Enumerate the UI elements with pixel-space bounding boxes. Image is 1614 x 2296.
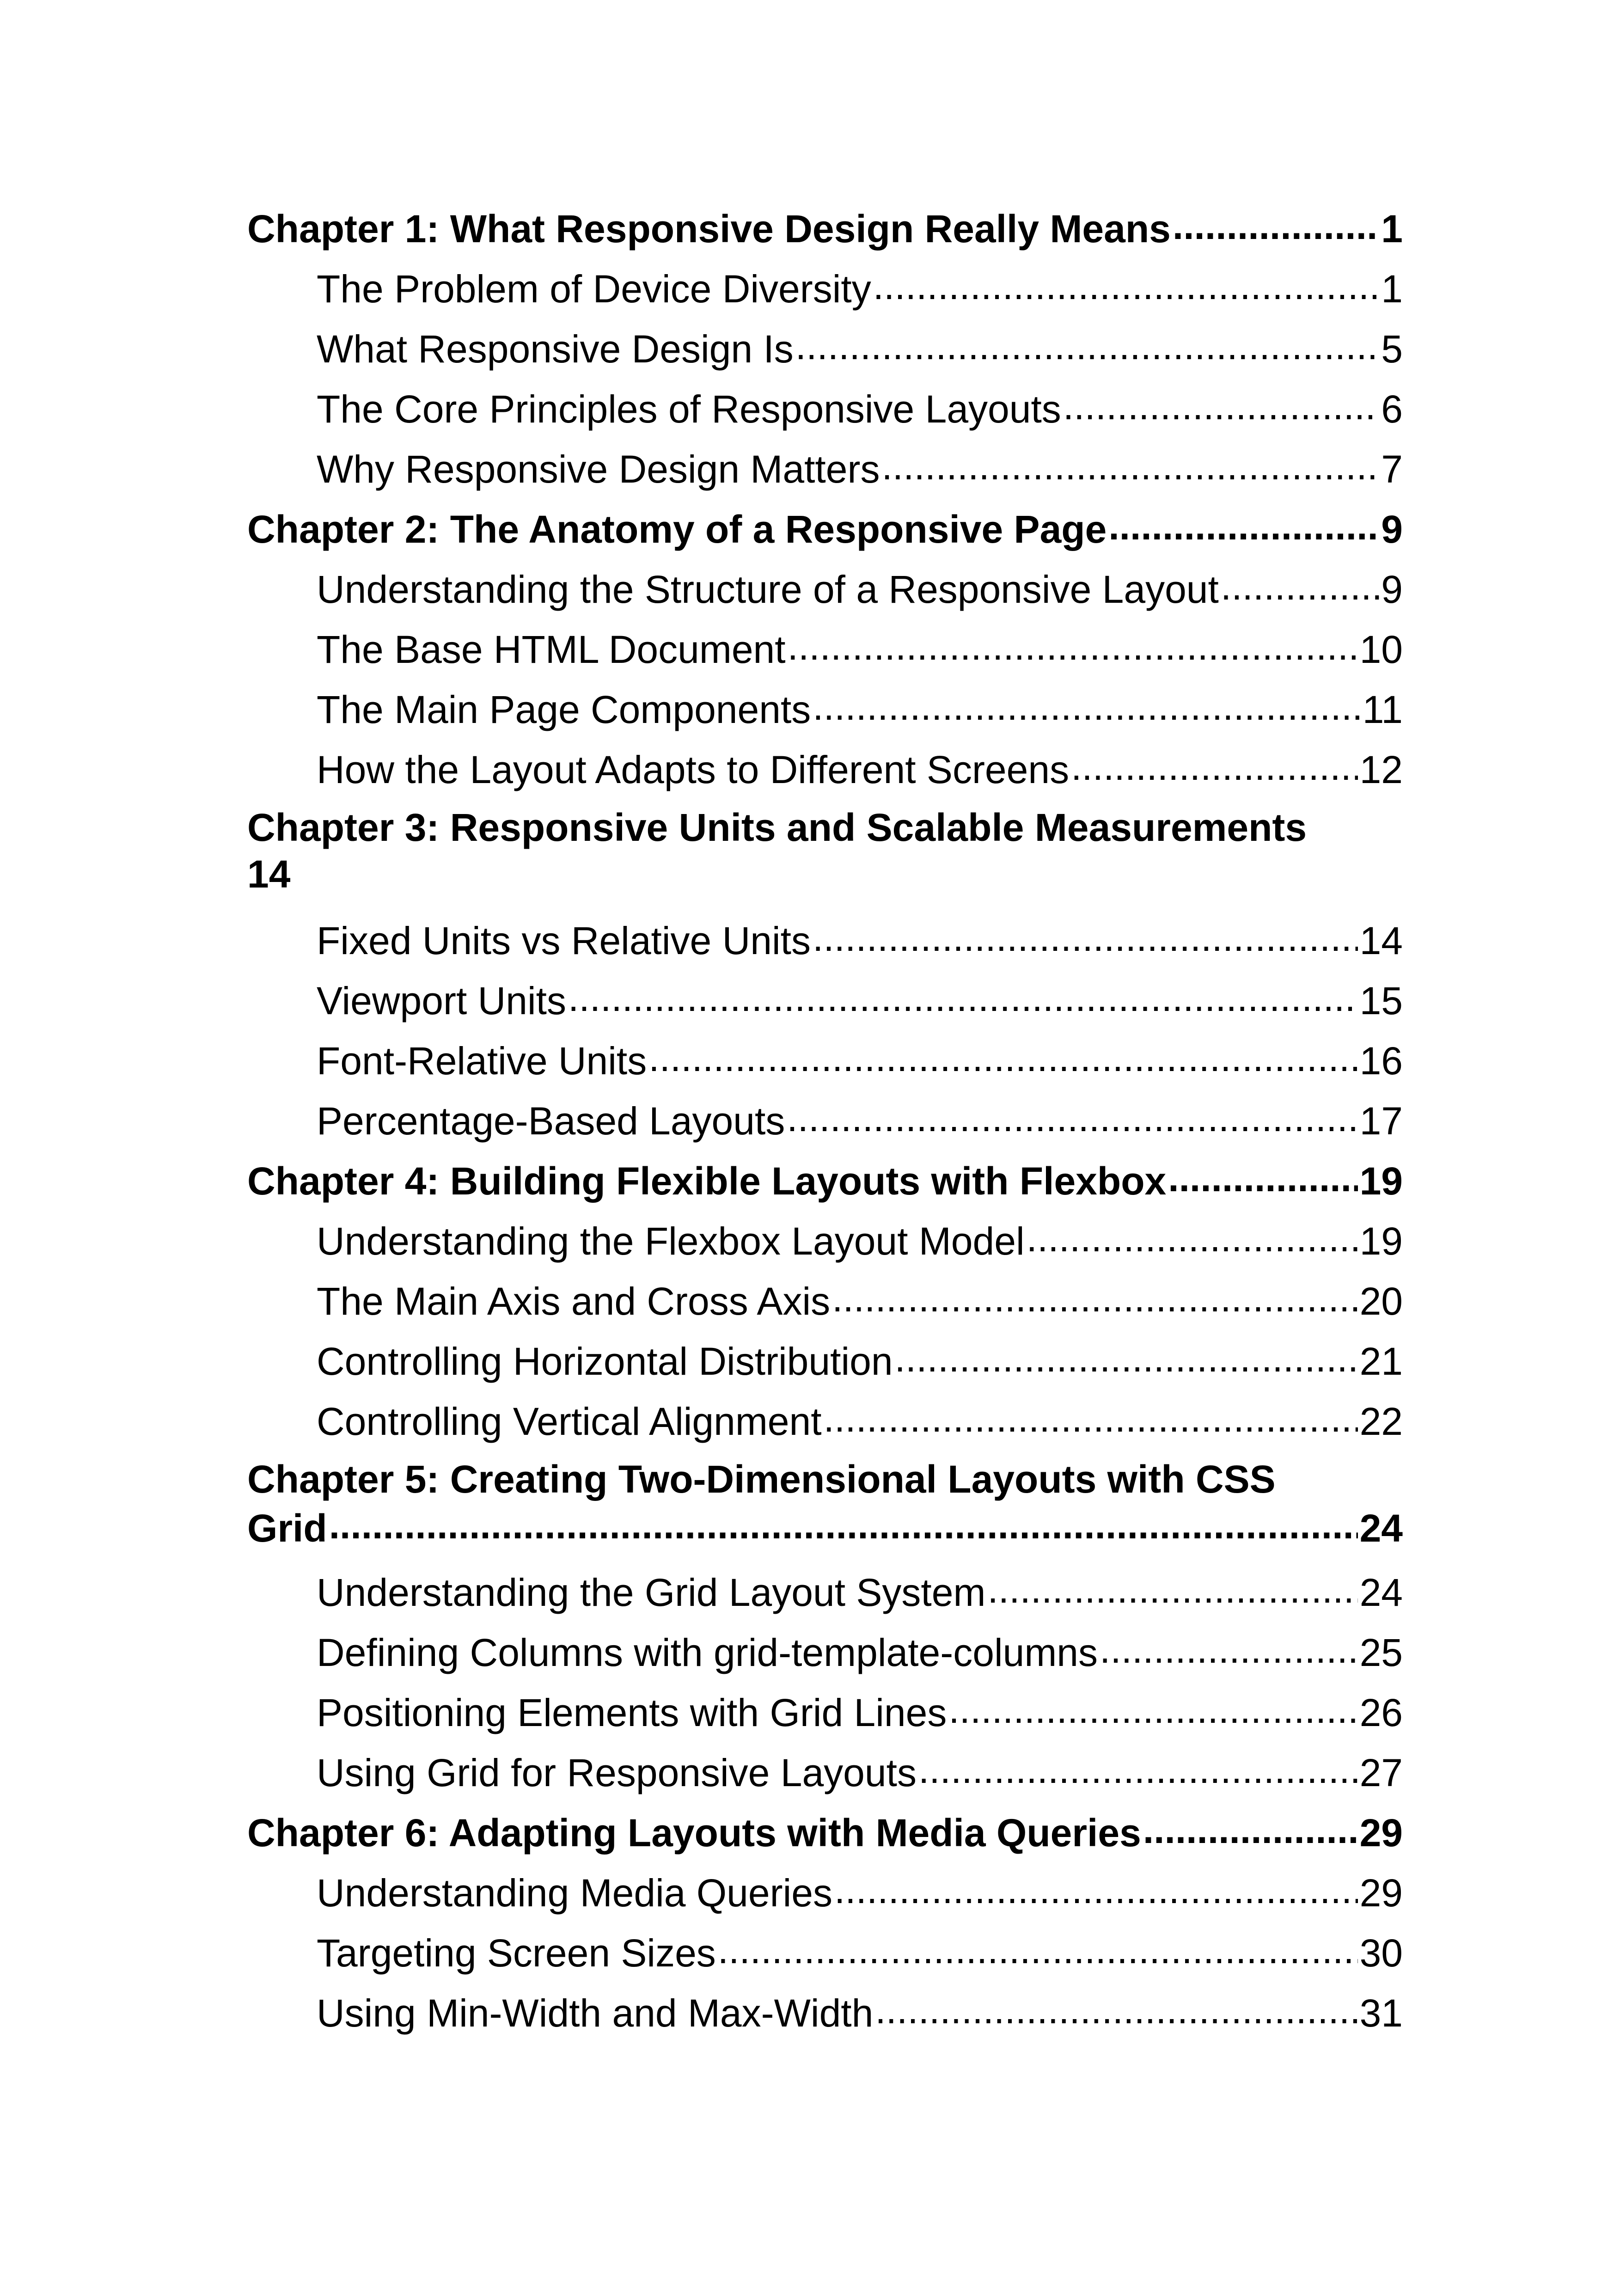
section-page-number: 11 [1362,688,1403,731]
section-title: Using Grid for Responsive Layouts [317,1751,917,1794]
toc-section[interactable] [247,384,1403,444]
dot-leader [948,1687,1357,1726]
dot-leader [987,1567,1357,1606]
section-page-number: 19 [1359,1219,1403,1263]
section-title: Defining Columns with grid-template-columns [317,1631,1098,1674]
chapter-page-number: 29 [1359,1811,1403,1855]
toc-section[interactable] [247,564,1403,624]
chapter-title: Chapter 3: Responsive Units and Scalable Measurements [247,806,1307,849]
section-page-number: 15 [1359,979,1403,1022]
dot-leader [1100,1627,1358,1666]
section-title: Understanding Media Queries [317,1871,832,1915]
section-page-number: 17 [1359,1099,1403,1143]
section-page-number: 12 [1359,748,1403,791]
toc-chapter-3[interactable] [247,804,1403,915]
dot-leader [813,915,1358,954]
toc-section[interactable] [247,1567,1403,1627]
section-page-number: 6 [1381,387,1403,431]
toc-section[interactable] [247,1035,1403,1096]
dot-leader [1063,384,1379,422]
dot-leader [329,1503,1358,1542]
chapter-page-number: 14 [247,852,291,896]
section-page-number: 31 [1359,1991,1403,2035]
dot-leader [824,1396,1358,1435]
table-of-contents [247,203,1403,2048]
toc-section[interactable] [247,1276,1403,1336]
toc-section[interactable] [247,624,1403,684]
dot-leader [1168,1156,1357,1194]
section-title: Controlling Horizontal Distribution [317,1340,893,1383]
toc-section[interactable] [247,1988,1403,2048]
section-page-number: 9 [1381,568,1403,611]
toc-section[interactable] [247,1928,1403,1988]
section-title: Why Responsive Design Matters [317,447,880,491]
toc-chapter-5[interactable] [247,1456,1403,1567]
section-title: Controlling Vertical Alignment [317,1400,822,1443]
toc-section[interactable] [247,1627,1403,1687]
dot-leader [1108,504,1379,543]
section-title: Understanding the Structure of a Responsive Layout [317,568,1219,611]
chapter-title: Chapter 6: Adapting Layouts with Media Queries [247,1811,1141,1855]
toc-section[interactable] [247,744,1403,804]
toc-section[interactable] [247,1396,1403,1456]
toc-section[interactable] [247,1096,1403,1156]
dot-leader [895,1336,1358,1375]
section-title: Targeting Screen Sizes [317,1931,716,1975]
dot-leader [875,1988,1357,2027]
toc-chapter-2[interactable] [247,504,1403,564]
section-page-number: 16 [1359,1039,1403,1083]
section-page-number: 22 [1359,1400,1403,1443]
section-title: The Main Page Components [317,688,811,731]
toc-section[interactable] [247,324,1403,384]
chapter-page-number: 9 [1381,508,1403,551]
section-title: Font-Relative Units [317,1039,647,1083]
toc-section[interactable] [247,1336,1403,1396]
section-page-number: 20 [1359,1280,1403,1323]
section-title: The Base HTML Document [317,628,786,671]
chapter-page-number: 24 [1359,1506,1403,1550]
section-page-number: 5 [1381,327,1403,371]
section-title: The Core Principles of Responsive Layouts [317,387,1061,431]
dot-leader [1143,1807,1358,1846]
toc-section[interactable] [247,684,1403,744]
chapter-page-number: 1 [1381,207,1403,251]
section-title: Using Min-Width and Max-Width [317,1991,874,2035]
dot-leader [1071,744,1357,783]
dot-leader [881,444,1379,483]
section-title: Understanding the Grid Layout System [317,1571,986,1614]
chapter-page-number: 19 [1359,1159,1403,1203]
dot-leader [787,1096,1357,1134]
section-title: What Responsive Design Is [317,327,794,371]
dot-leader [834,1867,1358,1906]
toc-section[interactable] [247,444,1403,504]
section-title: Positioning Elements with Grid Lines [317,1691,947,1734]
toc-chapter-4[interactable] [247,1156,1403,1216]
section-page-number: 26 [1359,1691,1403,1734]
section-title: Understanding the Flexbox Layout Model [317,1219,1025,1263]
section-title: The Main Axis and Cross Axis [317,1280,831,1323]
chapter-title: Chapter 2: The Anatomy of a Responsive Page [247,508,1107,551]
chapter-title-line-1: Chapter 5: Creating Two-Dimensional Layouts with CSS [247,1457,1276,1501]
section-title: The Problem of Device Diversity [317,267,871,311]
section-page-number: 21 [1359,1340,1403,1383]
dot-leader [1027,1216,1358,1255]
section-page-number: 7 [1381,447,1403,491]
section-page-number: 1 [1381,267,1403,311]
toc-section[interactable] [247,263,1403,324]
toc-section[interactable] [247,1687,1403,1747]
section-page-number: 25 [1359,1631,1403,1674]
toc-chapter-1[interactable] [247,203,1403,263]
dot-leader [795,324,1379,362]
dot-leader [918,1747,1358,1786]
toc-chapter-6[interactable] [247,1807,1403,1867]
section-page-number: 10 [1359,628,1403,671]
dot-leader [813,684,1361,723]
section-title: Viewport Units [317,979,567,1022]
section-title: How the Layout Adapts to Different Screens [317,748,1070,791]
section-title: Fixed Units vs Relative Units [317,919,811,962]
dot-leader [568,975,1358,1014]
dot-leader [718,1928,1358,1966]
dot-leader [1221,564,1379,603]
section-page-number: 30 [1359,1931,1403,1975]
toc-section[interactable] [247,915,1403,975]
section-title: Percentage-Based Layouts [317,1099,785,1143]
dot-leader [648,1035,1357,1074]
dot-leader [1173,203,1379,242]
toc-section[interactable] [247,1747,1403,1807]
chapter-title-line-2: Grid [247,1506,327,1550]
dot-leader [832,1276,1357,1315]
chapter-title: Chapter 4: Building Flexible Layouts with Flexbox [247,1159,1167,1203]
section-page-number: 14 [1359,919,1403,962]
toc-section[interactable] [247,1867,1403,1928]
section-page-number: 24 [1359,1571,1403,1614]
toc-section[interactable] [247,975,1403,1035]
section-page-number: 29 [1359,1871,1403,1915]
chapter-title: Chapter 1: What Responsive Design Really Means [247,207,1171,251]
section-page-number: 27 [1359,1751,1403,1794]
dot-leader [788,624,1358,663]
toc-section[interactable] [247,1216,1403,1276]
dot-leader [873,263,1380,302]
